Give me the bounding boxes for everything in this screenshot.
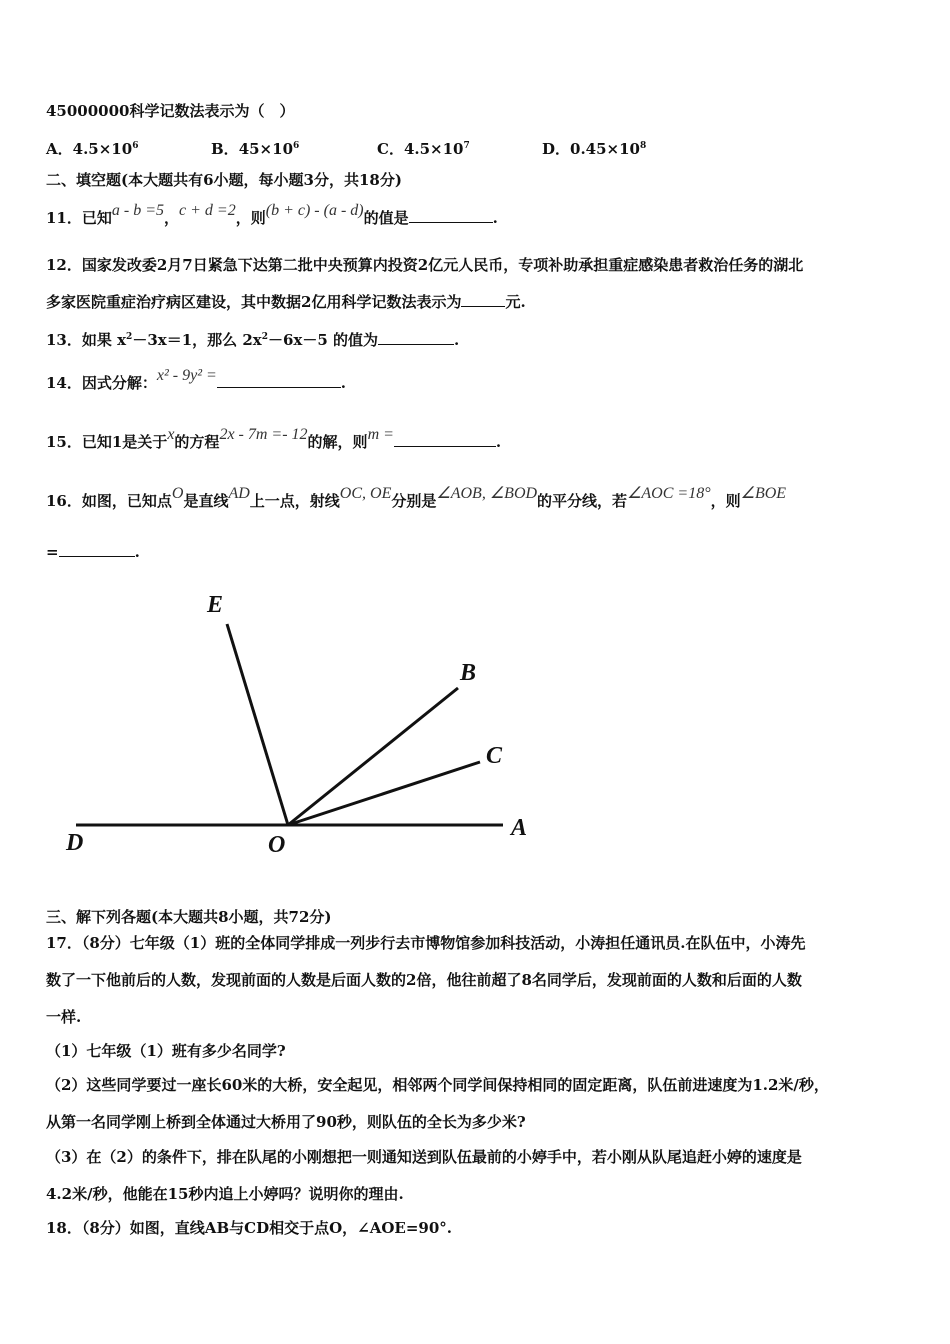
ray-oe <box>227 624 288 825</box>
q15-math-m: m = <box>367 426 394 443</box>
q11-answer-blank[interactable] <box>409 208 493 223</box>
label-e: E <box>207 592 224 618</box>
label-c: C <box>486 743 503 769</box>
q13-answer-blank[interactable] <box>378 330 454 345</box>
q15-math-equation: 2x - 7m =- 12 <box>219 426 308 443</box>
ray-ob <box>288 688 458 825</box>
q16-line2: = . <box>46 543 140 561</box>
label-a: A <box>511 815 528 841</box>
q10-options <box>46 136 746 156</box>
section3-title: 三、解下列各题(本大题共8小题，共72分) <box>46 908 332 926</box>
ray-oc <box>288 762 480 825</box>
q10-option-b: B．$45\times 10^6$ <box>211 140 300 158</box>
q14: 14．因式分解：x² - 9y² = . <box>46 367 347 392</box>
q12-line2: 多家医院重症治疗病区建设，其中数据2亿用科学记数法表示为 元. <box>46 293 526 311</box>
label-o: O <box>268 832 286 858</box>
q16-math-aoc: ∠AOC =18° <box>627 485 711 502</box>
q11-math-2: c + d =2 <box>179 202 236 219</box>
section2-title: 二、填空题(本大题共有6小题，每小题3分，共18分) <box>46 171 402 189</box>
q17-part1: （1）七年级（1）班有多少名同学? <box>46 1042 286 1060</box>
q13: 13．如果 $x^2-3x=1$，那么 $2x^2-6x-5$ 的值为 . <box>46 331 460 349</box>
q17-line3: 一样. <box>46 1008 82 1026</box>
q10-stem: 45000000科学记数法表示为（ ） <box>46 102 295 120</box>
q10-option-d: D．$0.45\times 10^8$ <box>542 140 647 158</box>
label-b: B <box>460 660 477 686</box>
q18: 18．（8分）如图，直线AB与CD相交于点O，∠AOE=90°. <box>46 1219 453 1237</box>
angle-figure <box>0 580 560 870</box>
q15: 15．已知1是关于x的方程2x - 7m =- 12的解，则m = . <box>46 426 502 451</box>
q17-part2-line2: 从第一名同学刚上桥到全体通过大桥用了90秒，则队伍的全长为多少米? <box>46 1113 526 1131</box>
q16-answer-blank[interactable] <box>59 542 135 557</box>
q17-line2: 数了一下他前后的人数，发现前面的人数是后面人数的2倍，他往前超了8名同学后，发现前面的人数和后面的人数 <box>46 971 802 989</box>
q15-math-x: x <box>167 426 175 443</box>
q17-part3-line1: （3）在（2）的条件下，排在队尾的小刚想把一则通知送到队伍最前的小婷手中，若小刚从队尾追赶小婷的速度是 <box>46 1148 802 1166</box>
q16-math-rays: OC, OE <box>339 485 392 502</box>
q12-line1: 12．国家发改委2月7日紧急下达第二批中央预算内投资2亿元人民币，专项补助承担重症感染患者救治任务的湖北 <box>46 256 804 274</box>
q14-math: x² - 9y² = <box>156 367 217 384</box>
q14-answer-blank[interactable] <box>217 373 341 388</box>
q16-math-o: O <box>171 485 184 502</box>
q10-option-c: C．$4.5\times 10^7$ <box>377 140 470 158</box>
q17-part3-line2: 4.2米/秒，他能在15秒内追上小婷吗？说明你的理由. <box>46 1185 404 1203</box>
q10-option-a: A．$4.5\times 10^6$ <box>46 140 139 158</box>
q16-math-angles: ∠AOB, ∠BOD <box>436 485 538 502</box>
q12-answer-blank[interactable] <box>461 292 505 307</box>
q16-math-boe: ∠BOE <box>740 485 787 502</box>
q11: 11．已知a - b =5，c + d =2，则(b + c) - (a - d)的值是 . <box>46 202 498 227</box>
q17-line1: 17．（8分）七年级（1）班的全体同学排成一列步行去市博物馆参加科技活动，小涛担任通讯员.在队伍中，小涛先 <box>46 934 806 952</box>
q17-part2-line1: （2）这些同学要过一座长60米的大桥，安全起见，相邻两个同学间保持相同的固定距离，队伍前进速度为1.2米/秒， <box>46 1076 829 1094</box>
q11-math-1: a - b =5 <box>111 202 164 219</box>
q15-answer-blank[interactable] <box>394 432 496 447</box>
q16-line1: 16．如图，已知点O是直线AD上一点，射线OC, OE分别是∠AOB, ∠BOD的平分线，若∠AOC =18°，则∠BOE <box>46 485 787 510</box>
label-d: D <box>66 830 84 856</box>
q11-math-3: (b + c) - (a - d) <box>265 202 364 219</box>
q16-math-ad: AD <box>228 485 250 502</box>
